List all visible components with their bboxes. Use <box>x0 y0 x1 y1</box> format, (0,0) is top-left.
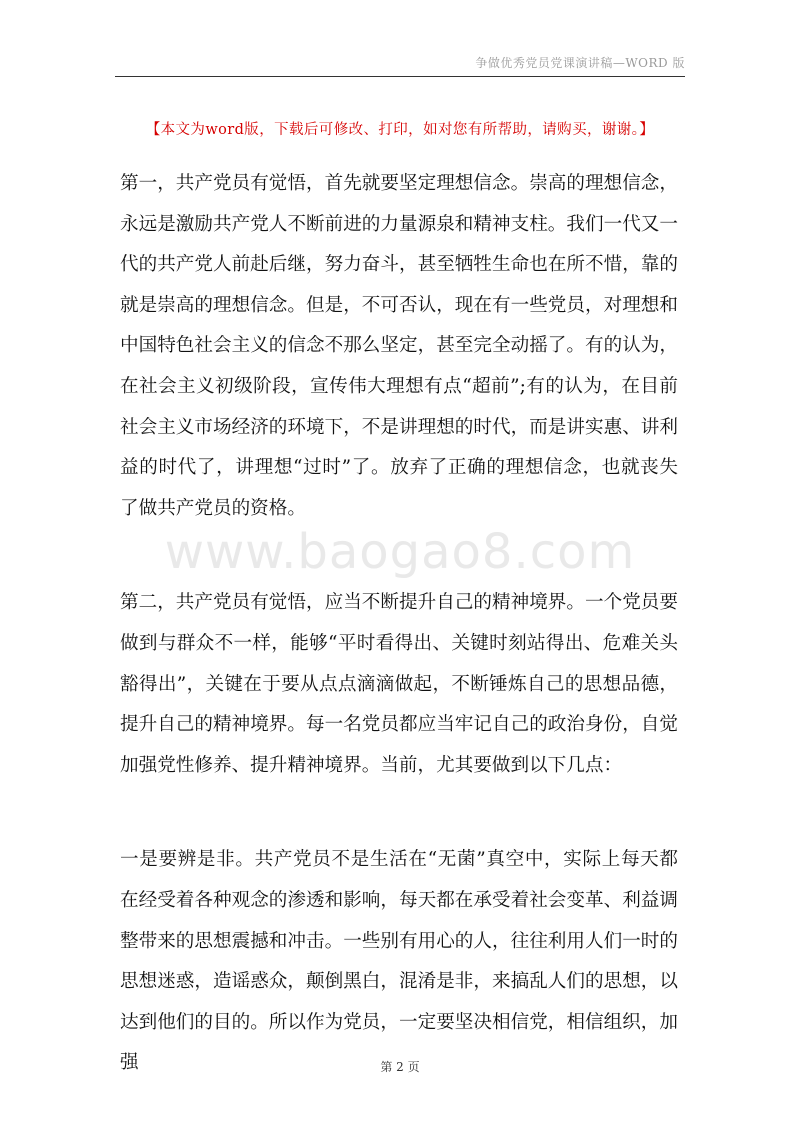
paragraph-second: 第二，共产党员有觉悟，应当不断提升自己的精神境界。一个党员要做到与群众不一样，能够“平时看得出、关键时刻站得出、危难关头豁得出”，关键在于要从点点滴滴做起，不断锤炼自己的思想品德，提升自己的精神境界。每一名党员都应当牢记自己的政治身份，自觉加强党性修养、提升精神境界。当前，尤其要做到以下几点： <box>120 592 678 776</box>
document-body <box>120 164 678 1084</box>
purchase-notice: 【本文为word版，下载后可修改、打印，如对您有所帮助，请购买，谢谢。】 <box>145 122 655 138</box>
paragraph-gap <box>120 529 678 583</box>
paragraph-first: 第一，共产党员有觉悟，首先就要坚定理想信念。崇高的理想信念，永远是激励共产党人不断前进的力量源泉和精神支柱。我们一代又一代的共产党人前赴后继，努力奋斗，甚至牺牲生命也在所不惜，靠的就是崇高的理想信念。但是，不可否认，现在有一些党员，对理想和中国特色社会主义的信念不那么坚定，甚至完全动摇了。有的认为，在社会主义初级阶段，宣传伟大理想有点“超前”;有的认为，在目前社会主义市场经济的环境下，不是讲理想的时代，而是讲实惠、讲利益的时代了，讲理想“过时”了。放弃了正确的理想信念，也就丧失了做共产党员的资格。 <box>120 173 678 519</box>
paragraph-third: 一是要辨是非。共产党员不是生活在“无菌”真空中，实际上每天都在经受着各种观念的渗透和影响，每天都在承受着社会变革、利益调整带来的思想震撼和冲击。一些别有用心的人，往往利用人们一时的思想迷惑，造谣惑众，颠倒黑白，混淆是非，来搞乱人们的思想，以达到他们的目的。所以作为党员，一定要坚决相信党，相信组织，加强 <box>120 849 678 1074</box>
page-number: 第 2 页 <box>380 1060 420 1074</box>
watermark-text: www.baogao8.com <box>164 524 636 580</box>
paragraph-gap <box>120 786 678 840</box>
page-header <box>115 52 685 77</box>
header-title: 争做优秀党员党课演讲稿—WORD 版 <box>475 56 685 70</box>
